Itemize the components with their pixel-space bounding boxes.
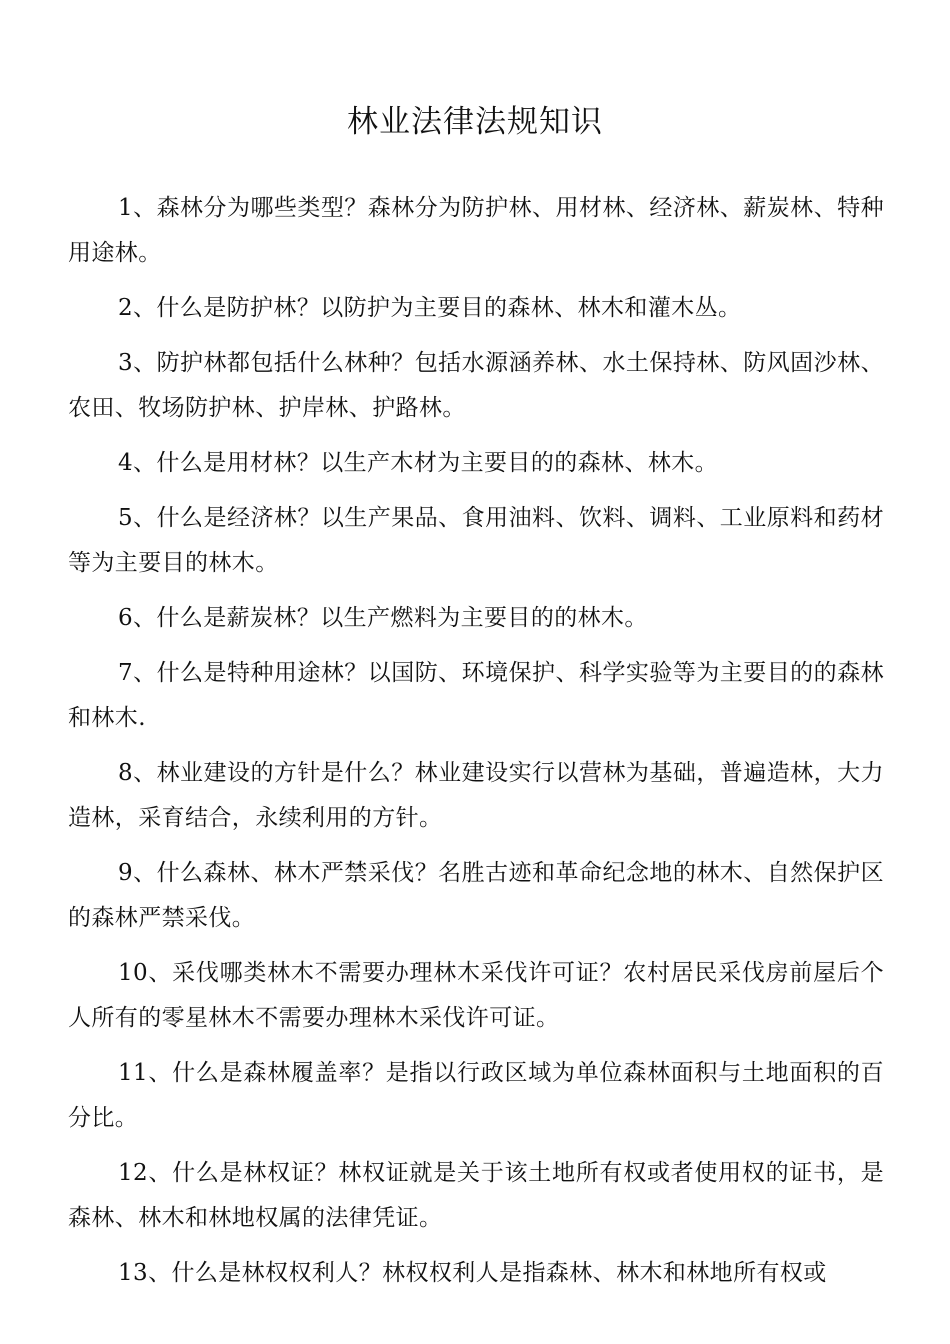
paragraph-9: 9、什么森林、林木严禁采伐？名胜古迹和革命纪念地的林木、自然保护区的森林严禁采伐。 — [68, 860, 884, 931]
paragraph-6: 6、什么是薪炭林？以生产燃料为主要目的的林木。 — [118, 605, 648, 631]
paragraph-12: 12、什么是林权证？林权证就是关于该土地所有权或者使用权的证书，是森林、林木和林地权属的法律凭证。 — [68, 1160, 884, 1231]
paragraph-11: 11、什么是森林履盖率？是指以行政区域为单位森林面积与土地面积的百分比。 — [68, 1060, 884, 1131]
paragraph-10: 10、采伐哪类林木不需要办理林木采伐许可证？农村居民采伐房前屋后个人所有的零星林木不需要办理林木采伐许可证。 — [68, 960, 884, 1031]
document-body — [68, 186, 884, 1306]
paragraph-5: 5、什么是经济林？以生产果品、食用油料、饮料、调料、工业原料和药材等为主要目的林木。 — [68, 505, 884, 576]
paragraph-2: 2、什么是防护林？以防护为主要目的森林、林木和灌木丛。 — [118, 295, 742, 321]
paragraph-7: 7、什么是特种用途林？以国防、环境保护、科学实验等为主要目的的森林和林木. — [68, 660, 884, 731]
paragraph-8: 8、林业建设的方针是什么？林业建设实行以营林为基础，普遍造林，大力造林，采育结合，永续利用的方针。 — [68, 760, 884, 831]
paragraph-13: 13、什么是林权权利人？林权权利人是指森林、林木和林地所有权或 — [118, 1260, 827, 1286]
paragraph-3: 3、防护林都包括什么林种？包括水源涵养林、水土保持林、防风固沙林、农田、牧场防护林、护岸林、护路林。 — [68, 350, 884, 421]
paragraph-4: 4、什么是用材林？以生产木材为主要目的的森林、林木。 — [118, 450, 719, 476]
paragraph-1: 1、森林分为哪些类型？森林分为防护林、用材林、经济林、薪炭林、特种用途林。 — [68, 195, 884, 266]
document-title: 林业法律法规知识 — [347, 104, 603, 140]
